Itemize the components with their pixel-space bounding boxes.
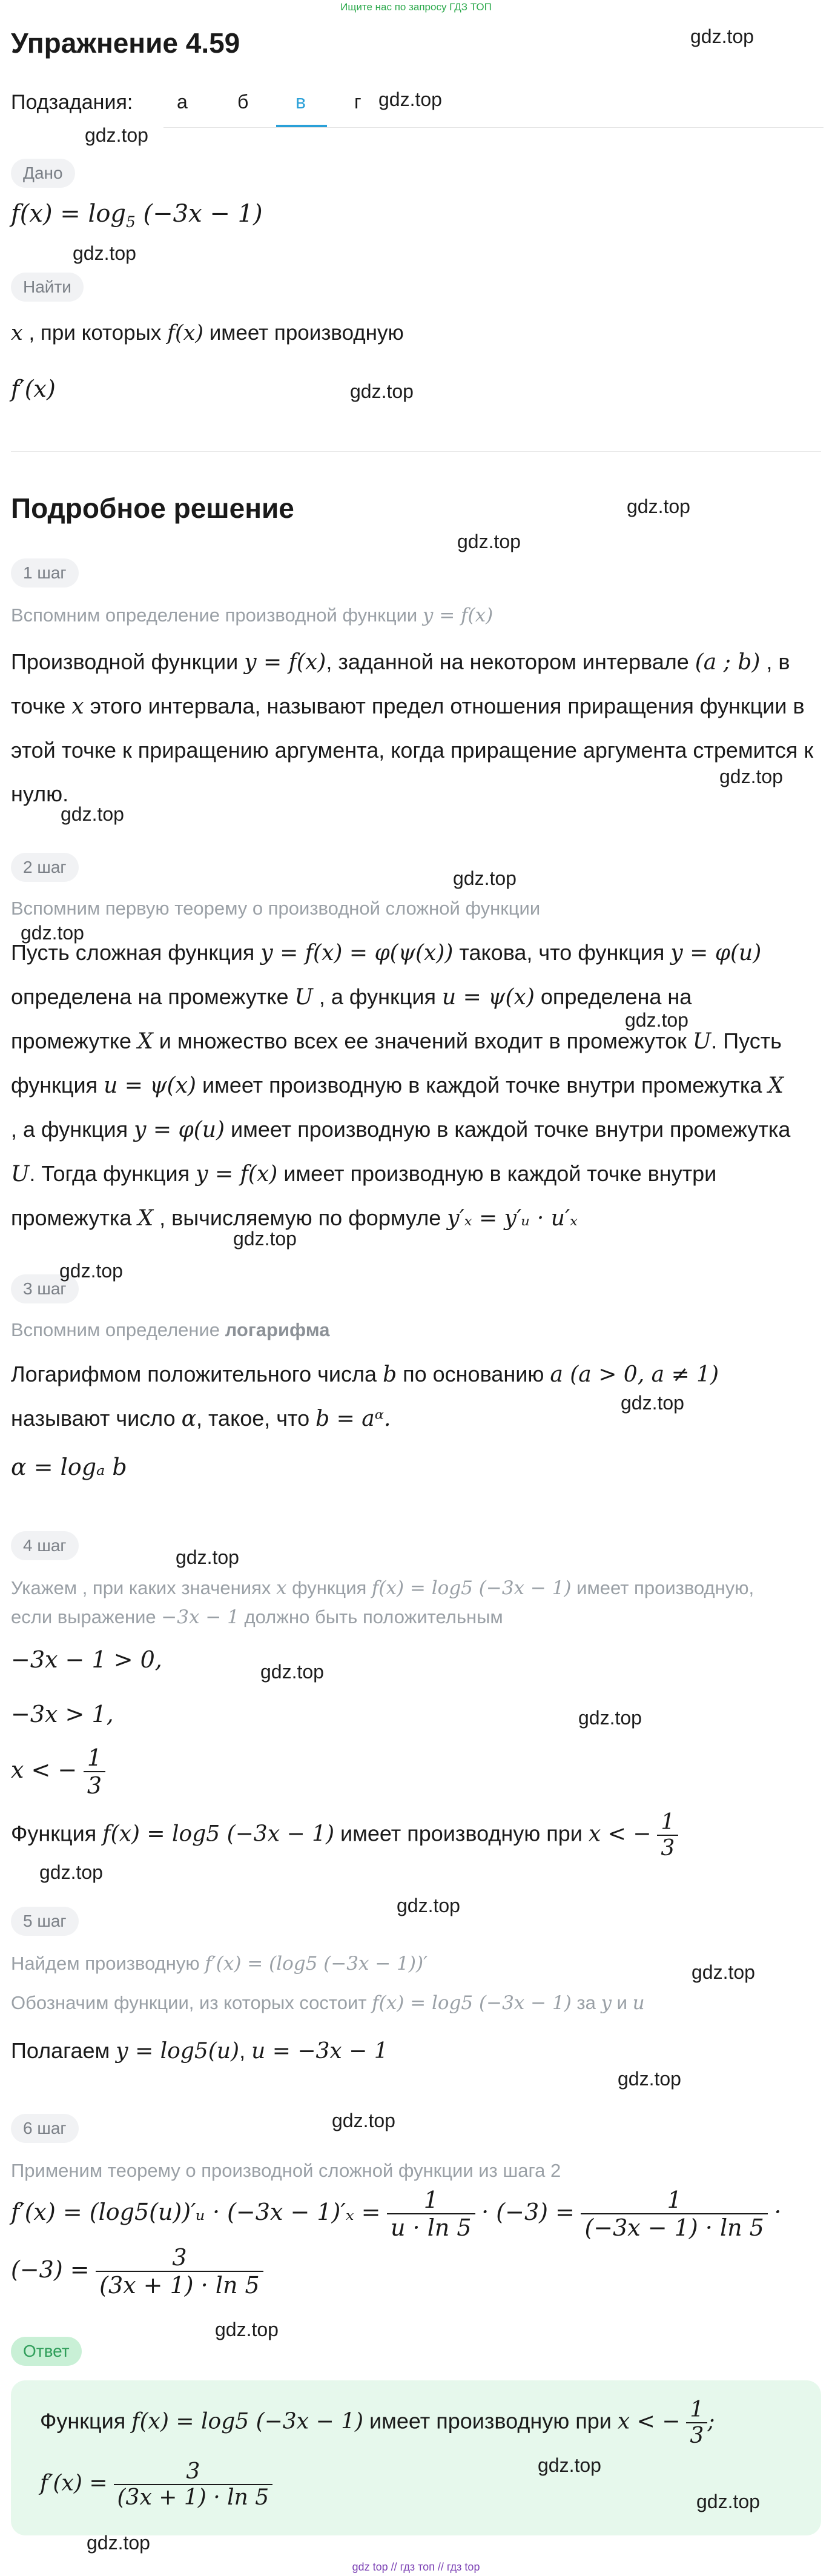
step-4-ineq1: −3x − 1 > 0,	[11, 1646, 162, 1673]
step-2-chip: 2 шаг	[11, 853, 79, 882]
step-3-chip: 3 шаг	[11, 1274, 79, 1303]
step-2-text: Пусть сложная функция y = f(x) = φ(ψ(x)) такова, что функция y = φ(u) определена на промежутке U , а функция u = ψ(x) определена на промежутке X и множество всех ее значений входит в промежуток U. Пусть функция u = ψ(x) имеет производную в каждой точке внутри промежутка X , а функция y = φ(u) имеет производную в каждой точке внутри промежутка U. Тогда функция y = f(x) имеет производную в каждой точке внутри промежутка X , вычисляемую по формуле y′ₓ = y′ᵤ · u′ₓ	[11, 940, 791, 1231]
step-3-text: Логарифмом положительного числа b по основанию a (a > 0, a ≠ 1) называют число α, такое, что b = aᵅ.	[11, 1362, 719, 1431]
find-chip: Найти	[11, 273, 84, 302]
watermark: gdz.top	[719, 766, 783, 787]
watermark: gdz.top	[692, 1961, 755, 1983]
watermark: gdz.top	[453, 867, 517, 889]
find-line2: f′(x)	[11, 376, 56, 402]
watermark: gdz.top	[538, 2454, 601, 2476]
watermark: gdz.top	[621, 1392, 684, 1414]
watermark: gdz.top	[87, 2532, 150, 2554]
step-4-ineq3: x < − $\frac{1}{3}$	[11, 1744, 105, 1799]
step-4-chip: 4 шаг	[11, 1531, 79, 1560]
tab-b[interactable]: б	[237, 91, 249, 113]
watermark: gdz.top	[59, 1260, 123, 1282]
step-6-line1: f′(x) = (log5(u))′ᵤ · (−3x − 1)′ₓ = $\frac{1}{u \cdot \ln 5}$ · (−3) = $\frac{1}{(-3x - 1) \cdot \ln 5}$ ·	[11, 2187, 782, 2241]
watermark: gdz.top	[397, 1895, 460, 1916]
given-formula: $f(x) = \log_5 (-3x - 1)$	[11, 200, 263, 231]
watermark: gdz.top	[73, 242, 136, 264]
step-4-result: Функция f(x) = log5 (−3x − 1) имеет производную при x < − $\frac{1}{3}$	[11, 1810, 678, 1861]
watermark: gdz.top	[332, 2110, 395, 2131]
watermark: gdz.top	[233, 1228, 297, 1250]
watermark: gdz.top	[690, 25, 754, 47]
answer-chip: Ответ	[11, 2337, 82, 2366]
footer-links[interactable]: gdz top // гдз топ // гдз top	[352, 2561, 480, 2573]
watermark: gdz.top	[21, 922, 84, 944]
subtasks-label: Подзадания:	[11, 91, 133, 114]
solution-title: Подробное решение	[11, 492, 294, 524]
step-6-chip: 6 шаг	[11, 2114, 79, 2143]
page-title: Упражнение 4.59	[11, 27, 240, 59]
section-divider	[11, 451, 821, 452]
watermark: gdz.top	[618, 2068, 681, 2090]
watermark: gdz.top	[696, 2491, 760, 2512]
given-chip: Дано	[11, 159, 75, 188]
watermark: gdz.top	[378, 88, 442, 110]
step-5-text: Полагаем y = log5(u), u = −3x − 1	[11, 2038, 388, 2064]
step-1-chip: 1 шаг	[11, 558, 79, 588]
watermark: gdz.top	[215, 2319, 279, 2340]
step-1-hint: Вспомним определение производной функции y = f(x)	[11, 604, 494, 626]
step-4-ineq2: −3x > 1,	[11, 1701, 114, 1727]
find-line1: x , при которых f(x) имеет производную	[11, 321, 404, 345]
step-5-hint2: Обозначим функции, из которых состоит f(x) = log5 (−3x − 1) за y и u	[11, 1992, 645, 2014]
step-1-text: Производной функции y = f(x), заданной на некотором интервале (a ; b) , в точке x этого интервала, называют предел отношения приращения функции в этой точке к приращению аргумента, когда приращение аргумента стремится к нулю.	[11, 649, 814, 806]
watermark: gdz.top	[176, 1546, 239, 1568]
tab-v[interactable]: в	[295, 91, 306, 113]
watermark: gdz.top	[578, 1707, 642, 1729]
tabs-divider	[163, 127, 824, 128]
step-5-chip: 5 шаг	[11, 1907, 79, 1936]
answer-line1: Функция f(x) = log5 (−3x − 1) имеет производную при x < − $\frac{1}{3}$ ;	[40, 2397, 715, 2448]
watermark: gdz.top	[627, 495, 690, 517]
step-4-hint: Укажем , при каких значениях x функция f(x) = log5 (−3x − 1) имеет производную, если выражение −3x − 1 должно быть положительным	[11, 1577, 754, 1628]
step-6-hint: Применим теорему о производной сложной функции из шага 2	[11, 2160, 561, 2181]
watermark: gdz.top	[260, 1661, 324, 1683]
tab-g[interactable]: г	[354, 91, 362, 113]
step-3-formula: α = logₐ b	[11, 1454, 127, 1480]
watermark: gdz.top	[350, 380, 414, 402]
step-2-hint: Вспомним первую теорему о производной сложной функции	[11, 898, 541, 919]
watermark: gdz.top	[625, 1009, 688, 1031]
tab-a[interactable]: а	[177, 91, 188, 113]
step-6-line2: (−3) = $\frac{3}{(3x + 1) \cdot \ln 5}$	[11, 2244, 263, 2299]
top-banner[interactable]: Ищите нас по запросу ГДЗ ТОП	[340, 1, 492, 13]
watermark: gdz.top	[85, 124, 148, 146]
step-5-hint: Найдем производную f′(x) = (log5 (−3x − 1))′	[11, 1953, 428, 1975]
step-3-hint: Вспомним определение логарифма	[11, 1319, 330, 1340]
watermark: gdz.top	[39, 1861, 103, 1883]
watermark: gdz.top	[457, 531, 521, 552]
watermark: gdz.top	[61, 803, 124, 825]
answer-line2: f′(x) = $\frac{3}{(3x + 1) \cdot \ln 5}$	[40, 2459, 272, 2510]
